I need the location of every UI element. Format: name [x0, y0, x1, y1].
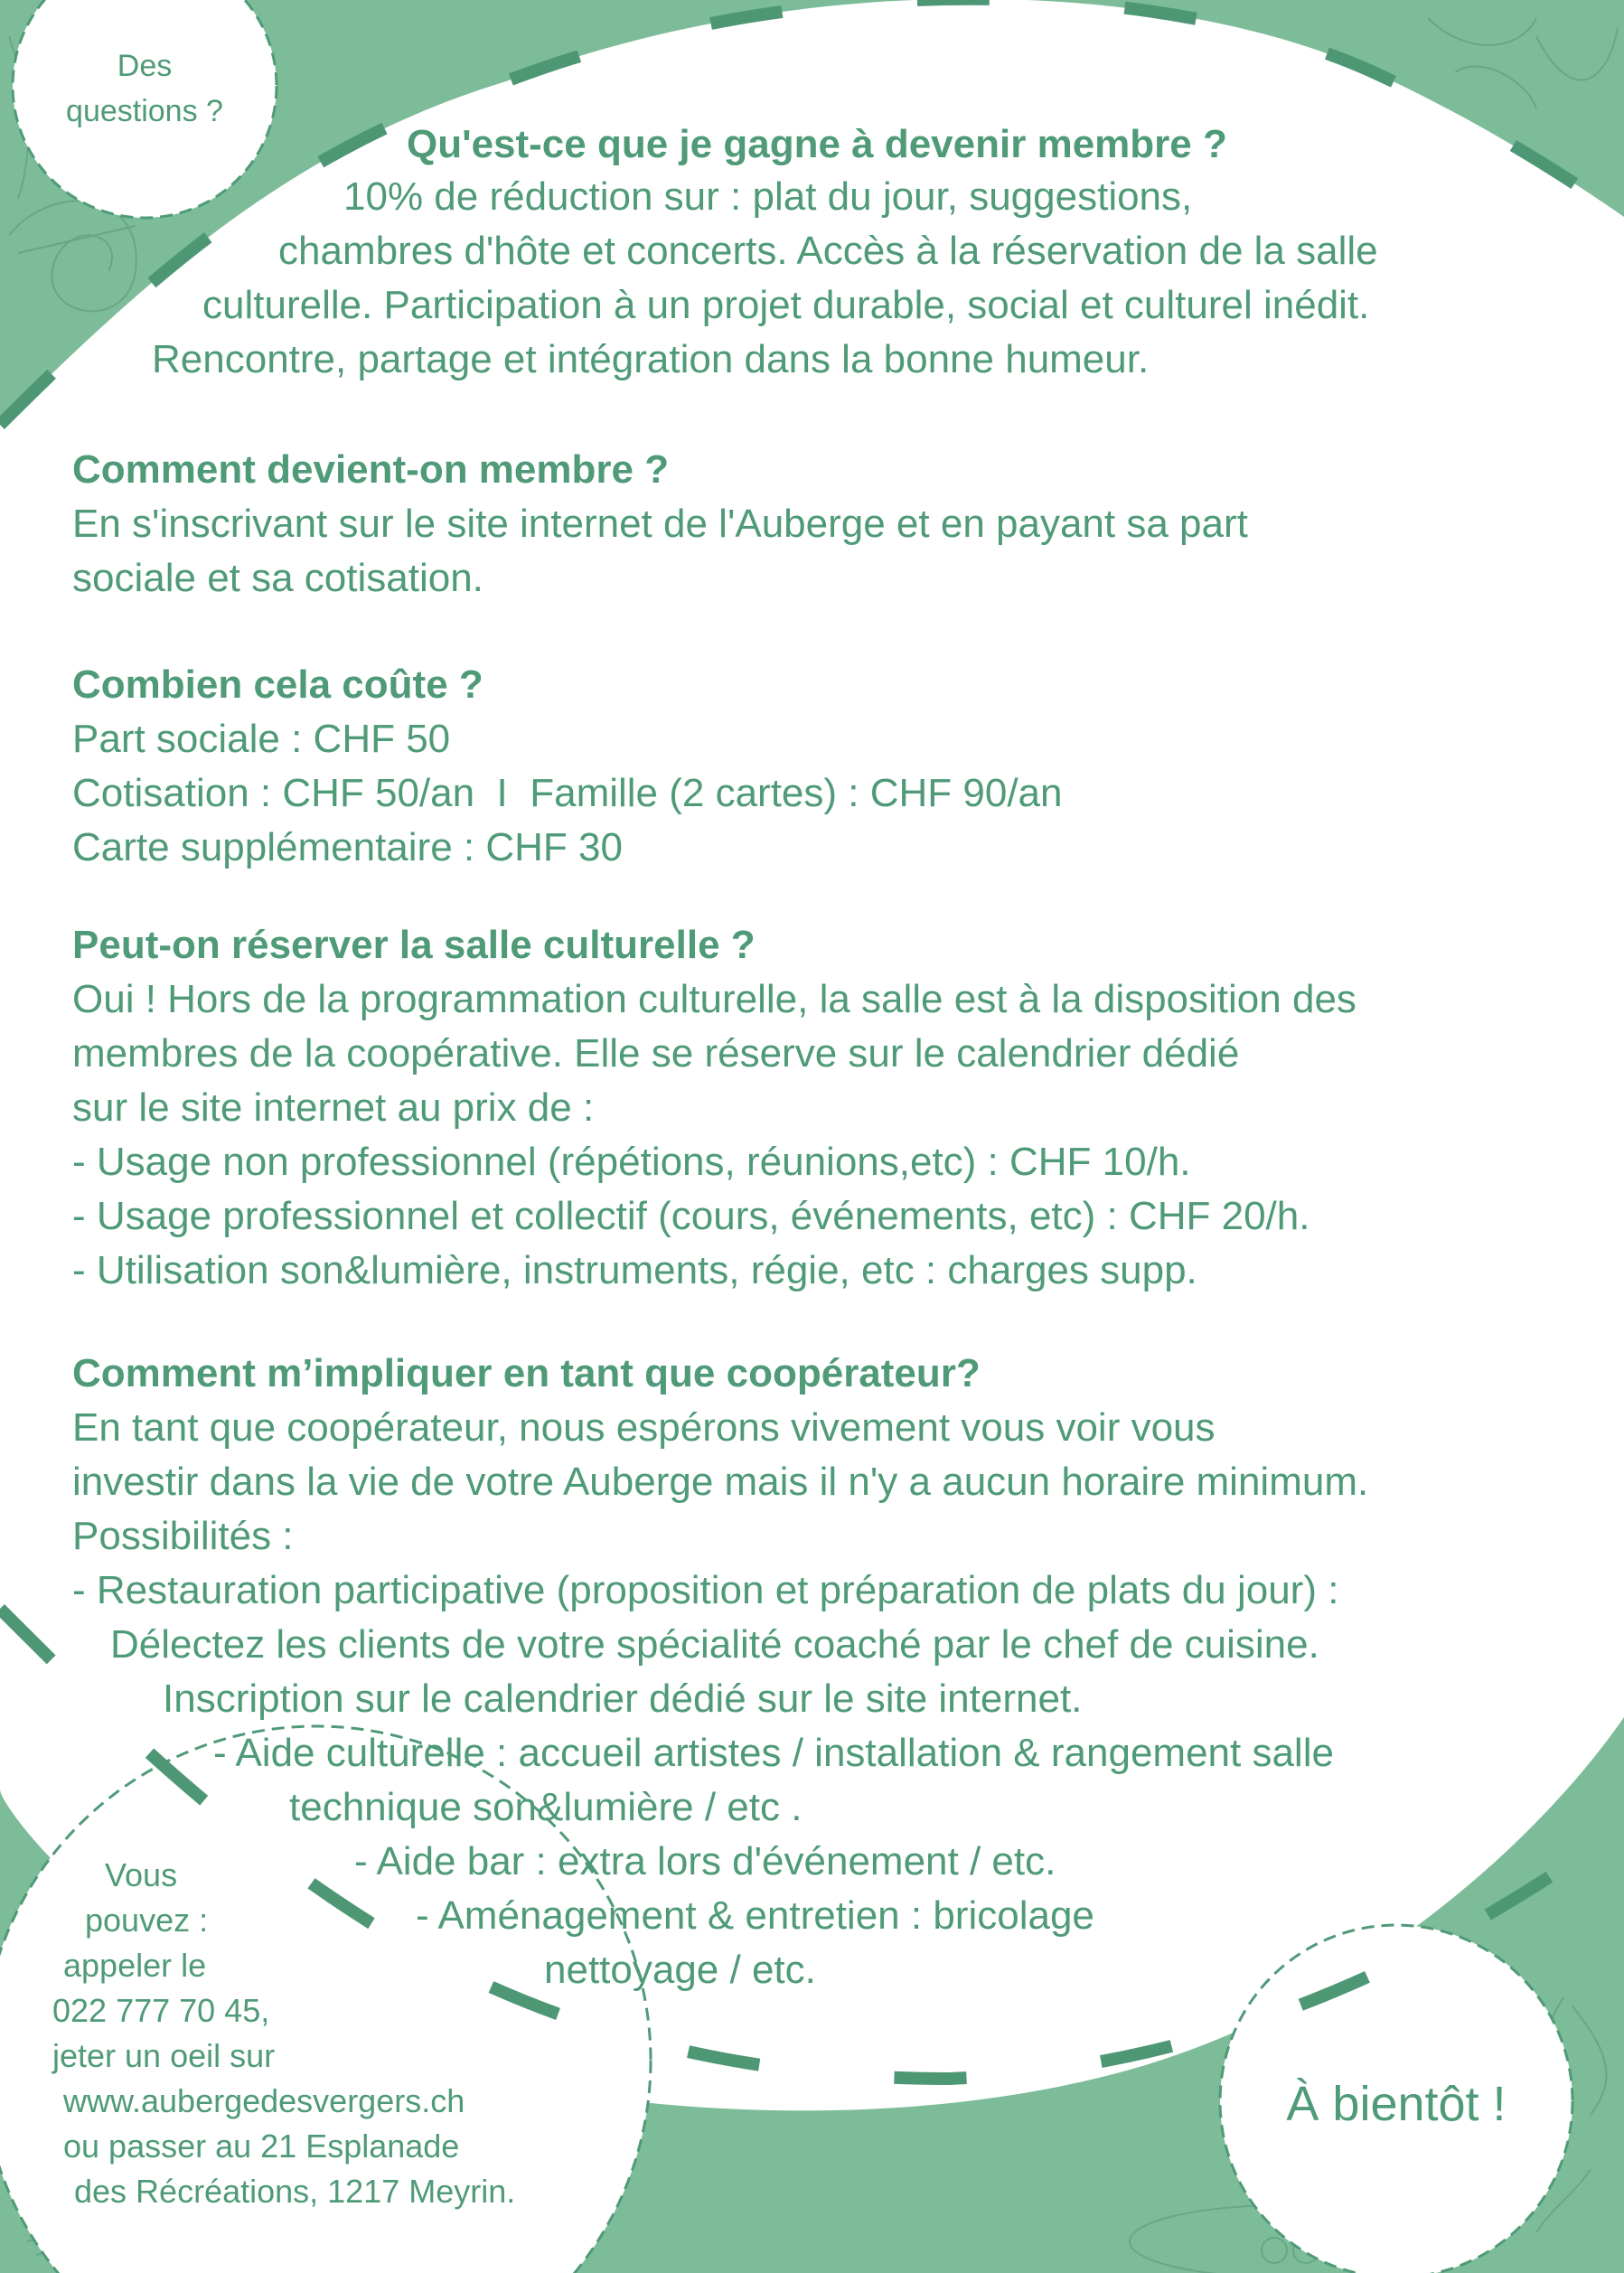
contact-address: des Récréations, 1217 Meyrin.: [74, 2173, 516, 2210]
section-cout-line: Cotisation : CHF 50/an I Famille (2 cartes) : CHF 90/an: [72, 771, 1063, 815]
section-salle-line: membres de la coopérative. Elle se réserve sur le calendrier dédié: [72, 1031, 1240, 1075]
section-gain-line: 10% de réduction sur : plat du jour, suggestions,: [343, 174, 1193, 219]
section-impliquer-title: Comment m’impliquer en tant que coopérateur?: [72, 1351, 981, 1395]
contact-line: pouvez :: [85, 1902, 209, 1939]
section-impliquer-line: En tant que coopérateur, nous espérons vivement vous voir vous: [72, 1405, 1216, 1450]
section-gain-line: culturelle. Participation à un projet durable, social et culturel inédit.: [202, 283, 1370, 327]
contact-website-link[interactable]: www.aubergedesvergers.ch: [63, 2082, 465, 2119]
section-salle-line: - Utilisation son&lumière, instruments, régie, etc : charges supp.: [72, 1248, 1197, 1292]
section-impliquer-line: - Aide bar : extra lors d'événement / etc.: [354, 1839, 1056, 1883]
contact-bubble-text: [47, 1853, 607, 2214]
section-cout-line: Carte supplémentaire : CHF 30: [72, 825, 623, 869]
section-cout-title: Combien cela coûte ?: [72, 662, 483, 707]
section-salle-title: Peut-on réserver la salle culturelle ?: [72, 923, 756, 967]
section-impliquer-line: investir dans la vie de votre Auberge mais il n'y a aucun horaire minimum.: [72, 1460, 1369, 1504]
section-devenir-line: En s'inscrivant sur le site internet de l'Auberge et en payant sa part: [72, 502, 1248, 546]
section-gain-line: Rencontre, partage et intégration dans la bonne humeur.: [152, 337, 1150, 381]
contact-line: appeler le: [63, 1947, 207, 1984]
section-impliquer-line: - Aide culturelle : accueil artistes / installation & rangement salle: [213, 1731, 1334, 1775]
questions-line: questions ?: [66, 94, 223, 128]
closing-text: À bientôt !: [1286, 2077, 1507, 2131]
contact-line: Vous: [105, 1856, 178, 1893]
contact-line: jeter un oeil sur: [52, 2037, 276, 2074]
section-gain-line: chambres d'hôte et concerts. Accès à la réservation de la salle: [278, 229, 1378, 273]
section-impliquer-line: Possibilités :: [72, 1514, 294, 1558]
section-salle-line: - Usage non professionnel (répétions, réunions,etc) : CHF 10/h.: [72, 1140, 1191, 1184]
questions-bubble-text: [50, 43, 239, 134]
section-gain-title: Qu'est-ce que je gagne à devenir membre ?: [407, 122, 1227, 166]
section-cout-line: Part sociale : CHF 50: [72, 717, 451, 761]
section-impliquer-line: Inscription sur le calendrier dédié sur le site internet.: [163, 1677, 1083, 1721]
section-salle-line: Oui ! Hors de la programmation culturelle, la salle est à la disposition des: [72, 977, 1356, 1021]
section-devenir-title: Comment devient-on membre ?: [72, 447, 670, 492]
contact-phone[interactable]: 022 777 70 45,: [52, 1992, 270, 2029]
section-salle-line: - Usage professionnel et collectif (cours, événements, etc) : CHF 20/h.: [72, 1194, 1310, 1238]
contact-line: ou passer au 21 Esplanade: [63, 2127, 460, 2165]
section-impliquer-line: technique son&lumière / etc .: [289, 1785, 803, 1829]
section-impliquer-line: - Aménagement & entretien : bricolage: [416, 1893, 1094, 1938]
section-salle-line: sur le site internet au prix de :: [72, 1085, 595, 1130]
section-impliquer-line: Délectez les clients de votre spécialité coaché par le chef de cuisine.: [110, 1622, 1319, 1667]
questions-line: Des: [117, 49, 173, 83]
section-devenir-line: sociale et sa cotisation.: [72, 556, 483, 600]
section-impliquer-line: - Restauration participative (proposition et préparation de plats du jour) :: [72, 1568, 1339, 1612]
section-impliquer-line: nettoyage / etc.: [544, 1948, 816, 1992]
